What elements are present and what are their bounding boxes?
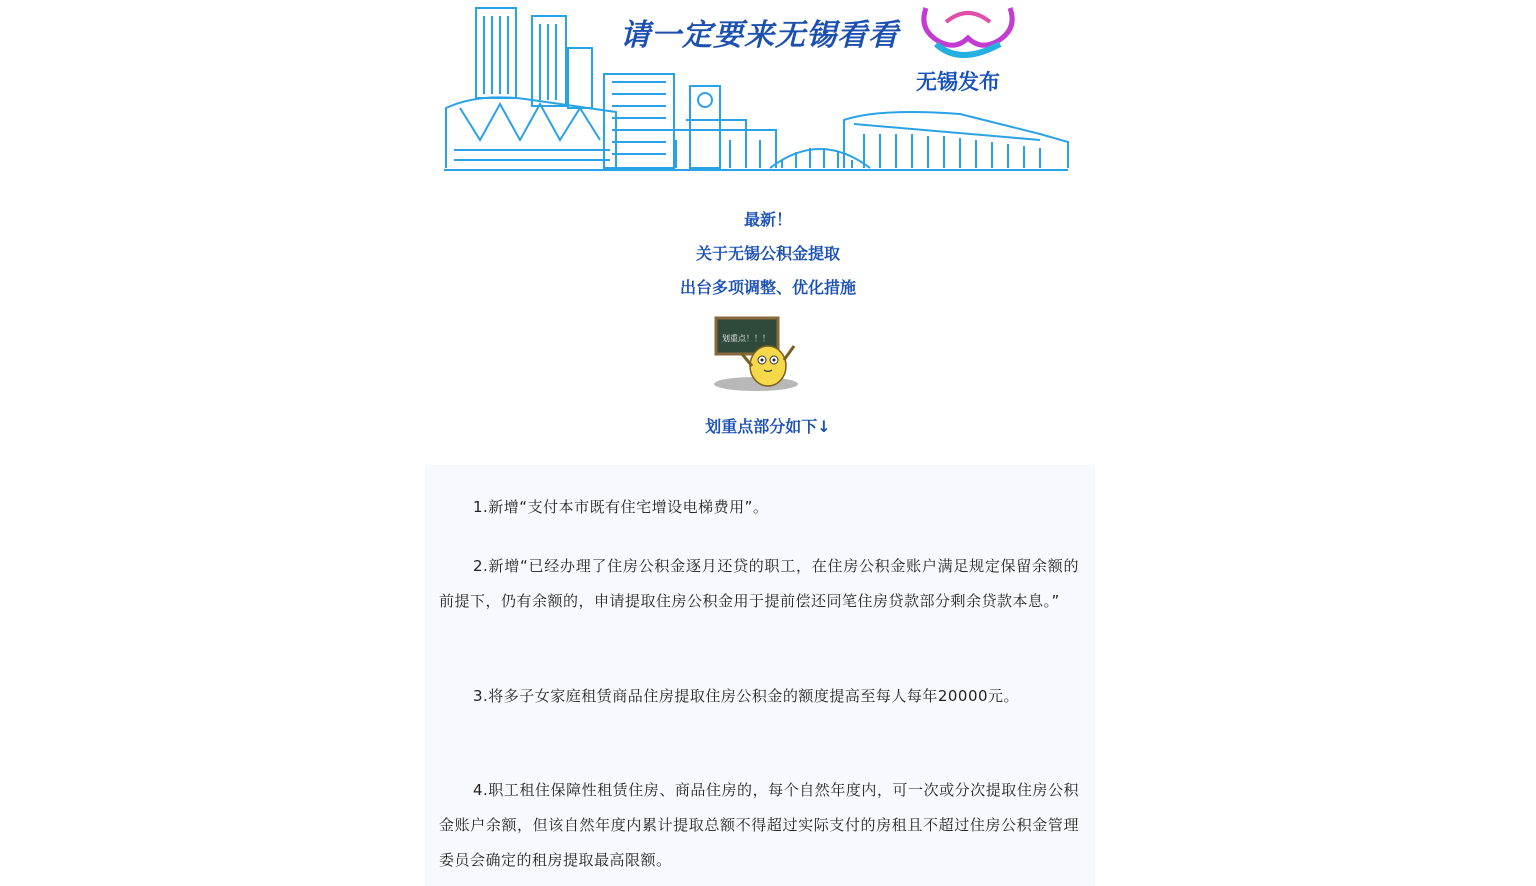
wuxi-logo-icon — [924, 8, 1012, 55]
headline-line-1: 最新！ — [743, 210, 792, 229]
list-item: 2.新增“已经办理了住房公积金逐月还贷的职工，在住房公积金账户满足规定保留余额的前提下，仍有余额的，申请提取住房公积金用于提前偿还同笔住房贷款部分剩余贷款本息。” — [439, 557, 1079, 610]
content-panel — [425, 465, 1095, 886]
chalkboard-text: 划重点！！！ — [722, 334, 770, 343]
brand-name: 无锡发布 — [916, 70, 1000, 94]
list-item: 1.新增“支付本市既有住宅增设电梯费用”。 — [473, 498, 769, 516]
section-subheading: 划重点部分如下↓ — [705, 417, 831, 436]
list-item: 3.将多子女家庭租赁商品住房提取住房公积金的额度提高至每人每年20000元。 — [473, 687, 1020, 705]
banner-slogan: 请一定要来无锡看看 — [620, 18, 899, 53]
mascot-illustration — [708, 316, 804, 392]
headline-line-3: 出台多项调整、优化措施 — [679, 278, 856, 297]
headline-line-2: 关于无锡公积金提取 — [695, 244, 840, 263]
header-banner — [440, 0, 1072, 176]
list-item: 4.职工租住保障性租赁住房、商品住房的，每个自然年度内，可一次或分次提取住房公积金账户余额，但该自然年度内累计提取总额不得超过实际支付的房租且不超过住房公积金管理委员会确定的租房提取最高限额。 — [439, 781, 1079, 869]
